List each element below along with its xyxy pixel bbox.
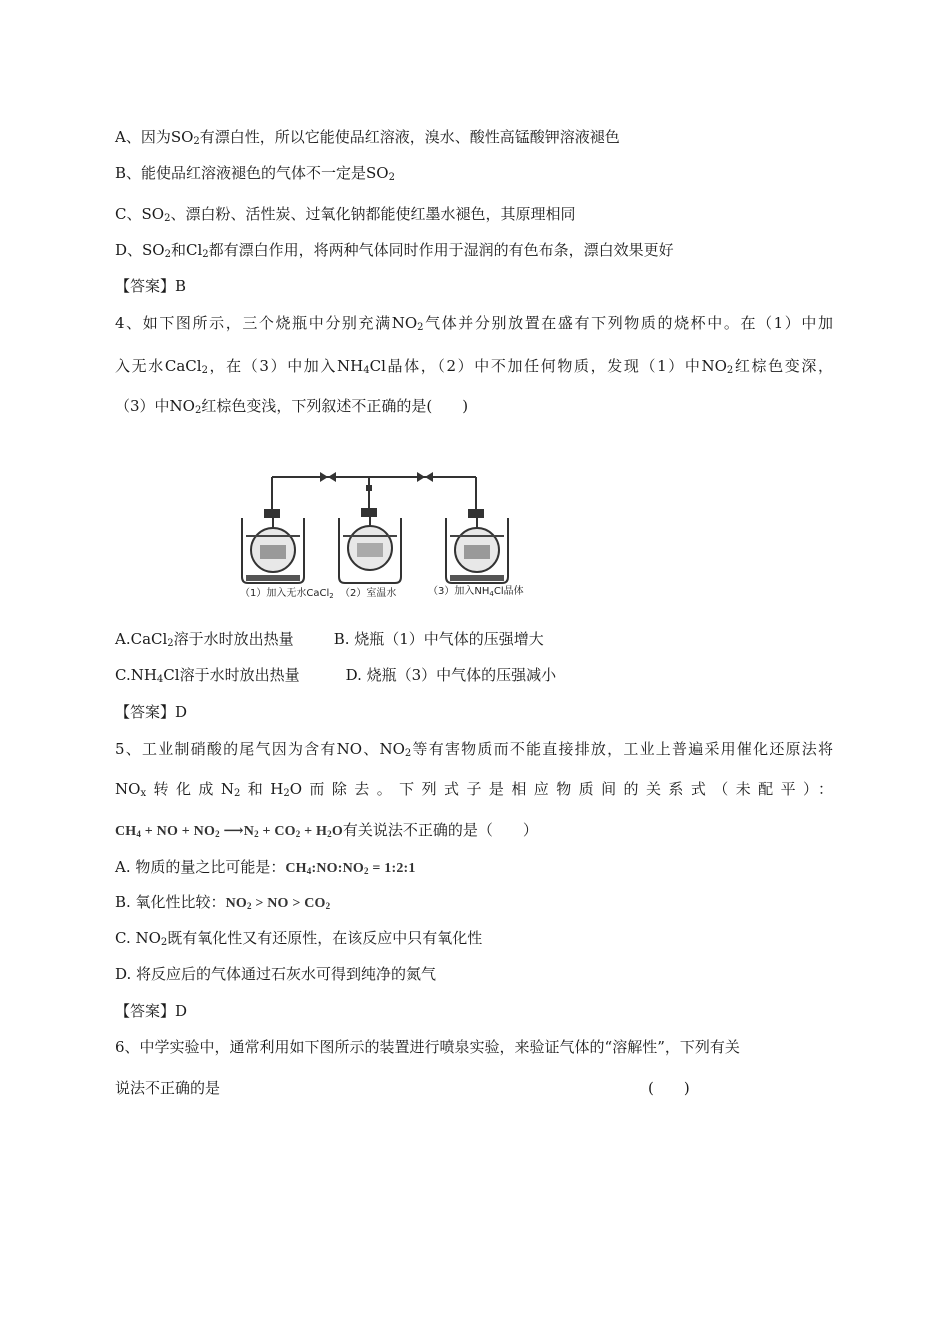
q3-answer: 【答案】B <box>115 277 187 295</box>
q4-stem-line2: 入无水CaCl$_2$，在（3）中加入$NH_4Cl$晶体，（2）中不加任何物质，发现（1）中$NO_2$红棕色变深， <box>115 357 833 376</box>
figure-label-1: （1）加入无水CaCl$_2$ <box>240 588 334 600</box>
q4-answer: 【答案】D <box>115 703 188 721</box>
three-flask-apparatus-figure <box>236 465 556 600</box>
q4-options-cd <box>115 665 556 685</box>
q4-option-d: D. 烧瓶（3）中气体的压强减小 <box>345 666 557 684</box>
q5-option-c: C. $NO_2$既有氧化性又有还原性，在该反应中只有氧化性 <box>115 929 483 948</box>
q5-option-d: D. 将反应后的气体通过石灰水可得到纯净的氮气 <box>115 965 437 983</box>
q3-option-d: D、$SO_2$和$Cl_2$都有漂白作用，将两种气体同时作用于湿润的有色布条，漂白效果更好 <box>115 241 674 260</box>
q5-option-a: A. 物质的量之比可能是：$CH_4:NO:NO_2$ = 1:2:1 <box>115 858 416 876</box>
q3-option-a: A、因为$SO_2$有漂白性，所以它能使品红溶液，溴水、酸性高锰酸钾溶液褪色 <box>115 128 620 147</box>
q5-stem-line3: $CH_4$ + NO + $NO_2$ $⟶N_2 + CO_2 + H_2O$有关说法不正确的是（ ） <box>115 820 538 842</box>
q5-option-b: B. 氧化性比较：$NO_2$ > NO > $CO_2$ <box>115 893 331 911</box>
q4-stem-line1: 4、如下图所示，三个烧瓶中分别充满$NO_2$气体并分别放置在盛有下列物质的烧杯中。在（1）中加 <box>115 314 834 333</box>
q6-stem-line1: 6、中学实验中，通常利用如下图所示的装置进行喷泉实验，来验证气体的“溶解性”，下列有关 <box>115 1038 740 1056</box>
q3-option-c: C、$SO_2$、漂白粉、活性炭、过氧化钠都能使红墨水褪色，其原理相同 <box>115 205 576 224</box>
q6-answer-blank: ( ) <box>648 1079 690 1097</box>
q4-options-ab <box>115 629 544 649</box>
q3-option-b: B、能使品红溶液褪色的气体不一定是$SO_2$ <box>115 164 395 183</box>
q4-stem-line3: （3）中$NO_2$红棕色变浅，下列叙述不正确的是( ) <box>115 397 469 416</box>
q4-option-a: A.CaCl$_2$溶于水时放出热量 <box>115 630 294 649</box>
q5-stem-line2: $NO_x$转化成$N_2$和$H_2O$而除去。下列式子是相应物质间的关系式（未配平）： <box>115 780 833 799</box>
q5-answer: 【答案】D <box>115 1002 188 1020</box>
figure-label-2: （2）室温水 <box>340 588 397 599</box>
q4-option-b: B. 烧瓶（1）中气体的压强增大 <box>333 630 544 648</box>
q6-stem-line2: 说法不正确的是 <box>115 1079 221 1097</box>
figure-label-3: （3）加入$NH_4Cl$晶体 <box>428 586 524 598</box>
q5-stem-line1: 5、工业制硝酸的尾气因为含有NO、$NO_2$等有害物质而不能直接排放，工业上普遍采用催化还原法将 <box>115 740 833 759</box>
valve-icon <box>320 472 433 491</box>
q4-option-c: $C.NH_4Cl$溶于水时放出热量 <box>115 666 300 685</box>
reaction-equation: $CH_4$ + NO + $NO_2$ $⟶N_2 + CO_2 + H_2O$ <box>115 824 343 839</box>
